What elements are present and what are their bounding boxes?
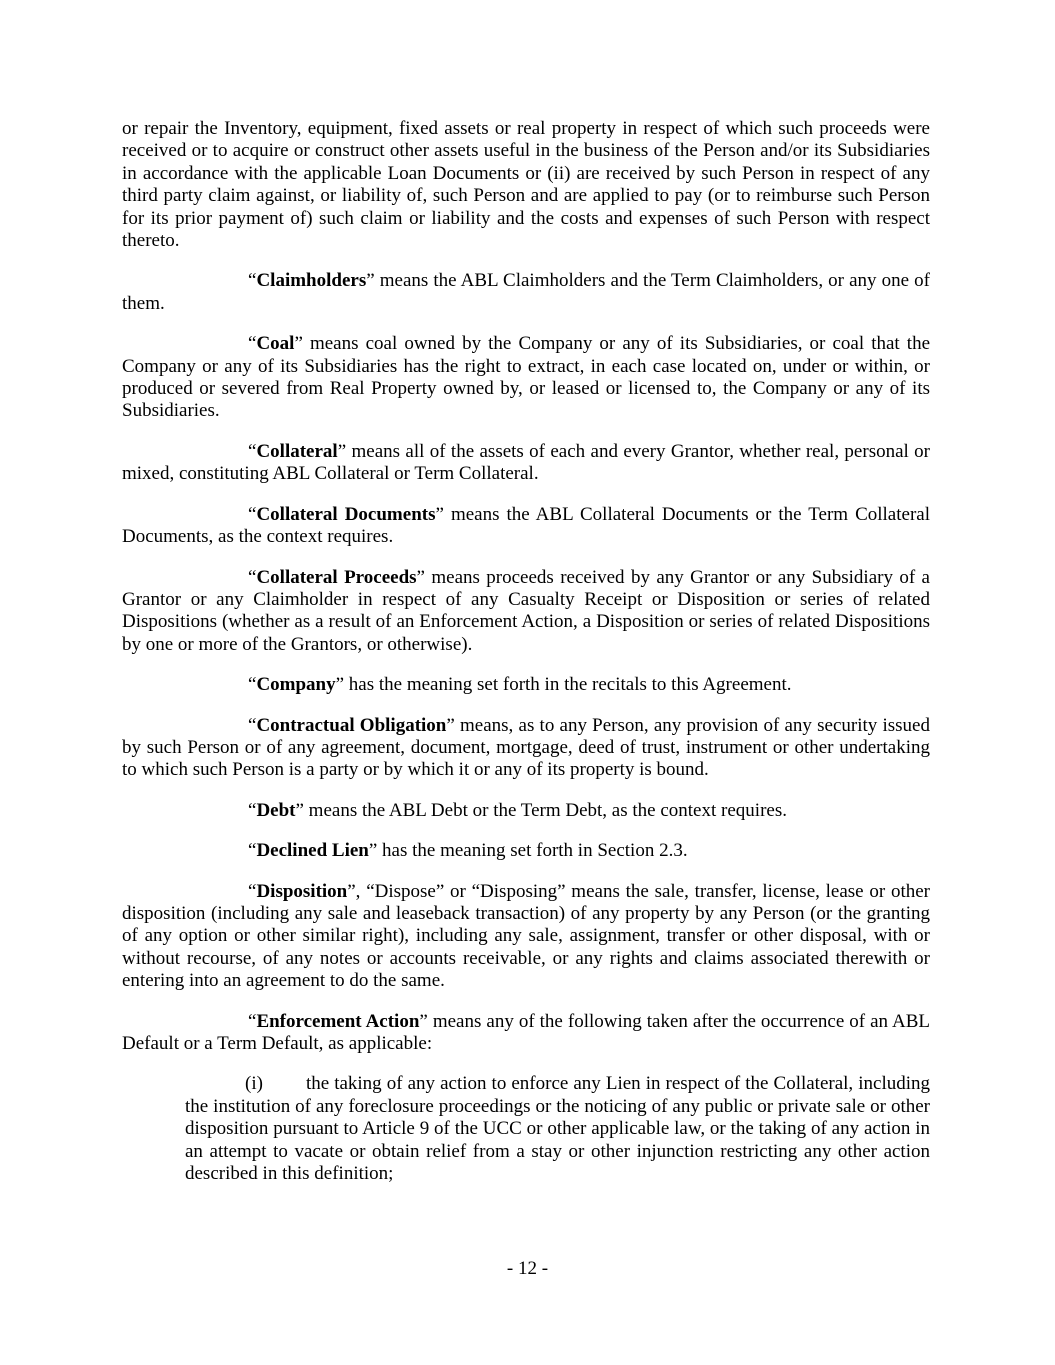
defined-term-claimholders: Claimholders bbox=[256, 270, 367, 292]
definition-debt bbox=[122, 800, 930, 822]
defined-term-declined-lien: Declined Lien bbox=[256, 840, 369, 862]
definition-contractual-obligation bbox=[122, 715, 930, 782]
definition-text: ” means proceeds received by any Grantor or any Subsidiary of a Grantor or any Claimholder in respect of any Casualty Receipt or Disposition or series of related Dispositions (whether as a result of an Enforcement Action, a Disposition or series of related Dispositions by one or more of the Grantors, or otherwise). bbox=[122, 566, 930, 655]
open-quote: “ bbox=[248, 503, 257, 525]
open-quote: “ bbox=[248, 270, 257, 292]
definition-collateral bbox=[122, 441, 930, 486]
defined-term-contractual-obligation: Contractual Obligation bbox=[256, 714, 447, 736]
open-quote: “ bbox=[248, 880, 257, 902]
definition-text: ” means the ABL Claimholders and the Term Claimholders, or any one of them. bbox=[122, 270, 930, 314]
open-quote: “ bbox=[248, 1010, 257, 1032]
defined-term-company: Company bbox=[256, 674, 336, 696]
defined-term-collateral-proceeds: Collateral Proceeds bbox=[256, 566, 417, 588]
open-quote: “ bbox=[248, 840, 257, 862]
definition-text: ” has the meaning set forth in the recitals to this Agreement. bbox=[335, 674, 792, 696]
paragraph-text: or repair the Inventory, equipment, fixed assets or real property in respect of which such proceeds were received or to acquire or construct other assets useful in the business of the Person and/or its Subsidiaries in accordance with the applicable Loan Documents or (ii) are received by such Person in respect of any third party claim against, or liability of, such Person and are applied to pay (or to reimburse such Person for its prior payment of) such claim or liability and the costs and expenses of such Person with respect thereto. bbox=[122, 118, 930, 252]
definition-claimholders bbox=[122, 270, 930, 315]
open-quote: “ bbox=[248, 674, 257, 696]
open-quote: “ bbox=[248, 799, 257, 821]
definition-text: ” means the ABL Collateral Documents or the Term Collateral Documents, as the context requires. bbox=[122, 503, 930, 548]
document-body bbox=[122, 118, 930, 1203]
defined-term-collateral: Collateral bbox=[256, 440, 338, 462]
defined-term-coal: Coal bbox=[256, 333, 295, 355]
definition-coal bbox=[122, 333, 930, 423]
defined-term-collateral-documents: Collateral Documents bbox=[256, 503, 436, 525]
definition-text: ” means, as to any Person, any provision of any security issued by such Person or of any agreement, document, mortgage, deed of trust, instrument or other undertaking to which such Person is a party or by which it or any of its property is bound. bbox=[122, 714, 930, 781]
definition-enforcement-action bbox=[122, 1011, 930, 1056]
definition-text: ” means the ABL Debt or the Term Debt, as the context requires. bbox=[295, 799, 787, 821]
defined-term-disposition: Disposition bbox=[256, 880, 348, 902]
open-quote: “ bbox=[248, 440, 257, 462]
paragraph-proceeds-continuation bbox=[122, 118, 930, 252]
definition-company bbox=[122, 674, 930, 696]
clause-number: (i) bbox=[245, 1073, 263, 1095]
definition-declined-lien bbox=[122, 840, 930, 862]
defined-term-debt: Debt bbox=[256, 799, 296, 821]
definition-collateral-documents bbox=[122, 504, 930, 549]
defined-term-enforcement-action: Enforcement Action bbox=[256, 1010, 420, 1032]
open-quote: “ bbox=[248, 333, 257, 355]
page-number: - 12 - bbox=[506, 1258, 549, 1279]
clause-text: the taking of any action to enforce any Lien in respect of the Collateral, including the institution of any foreclosure proceedings or the noticing of any public or private sale or other disposition pursuant to Article 9 of the UCC or other applicable law, or the taking of any action in an attempt to vacate or obtain relief from a stay or other injunction restricting any other action described in this definition; bbox=[185, 1073, 930, 1185]
definition-collateral-proceeds bbox=[122, 567, 930, 657]
definition-text: ” means all of the assets of each and every Grantor, whether real, personal or mixed, constituting ABL Collateral or Term Collateral. bbox=[122, 440, 930, 485]
definition-text: ”, “Dispose” or “Disposing” means the sale, transfer, license, lease or other disposition (including any sale and leaseback transaction) of any property by any Person (or the granting of any option or other similar right), including any sale, assignment, transfer or other disposal, with or without recourse, of any notes or accounts receivable, or any rights and claims associated therewith or entering into an agreement to do the same. bbox=[122, 880, 930, 992]
enforcement-action-clause-i bbox=[185, 1073, 930, 1185]
definition-text: ” has the meaning set forth in Section 2.3. bbox=[368, 840, 688, 862]
definition-text: ” means coal owned by the Company or any of its Subsidiaries, or coal that the Company or any of its Subsidiaries has the right to extract, in each case located on, under or within, or produced or severed from Real Property owned by, or leased or licensed to, the Company or any of its Subsidiaries. bbox=[122, 333, 930, 422]
open-quote: “ bbox=[248, 714, 257, 736]
definition-text: ” means any of the following taken after the occurrence of an ABL Default or a Term Default, as applicable: bbox=[122, 1010, 930, 1054]
open-quote: “ bbox=[248, 566, 257, 588]
definition-disposition bbox=[122, 881, 930, 993]
